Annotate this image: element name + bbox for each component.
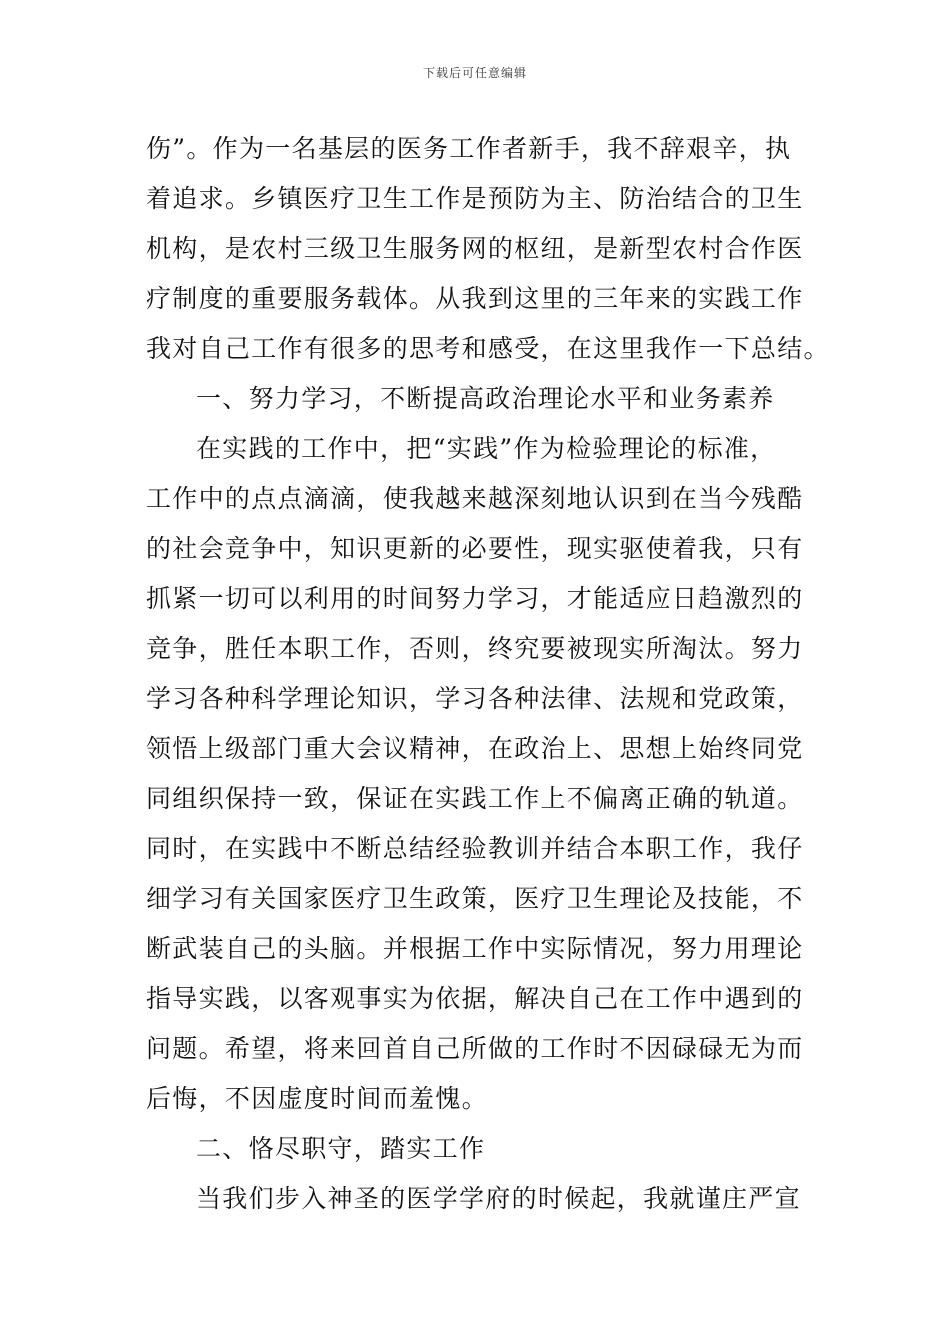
text-line: 细学习有关国家医疗卫生政策，医疗卫生理论及技能，不	[146, 884, 804, 913]
section-heading-1: 一、努力学习，不断提高政治理论水平和业务素养	[196, 384, 775, 413]
text-line: 同时，在实践中不断总结经验教训并结合本职工作，我仔	[146, 834, 804, 863]
text-line: 竞争，胜任本职工作，否则，终究要被现实所淘汰。努力	[146, 634, 804, 663]
text-line: 疗制度的重要服务载体。从我到这里的三年来的实践工作	[146, 284, 804, 313]
text-line: 断武装自己的头脑。并根据工作中实际情况，努力用理论	[146, 934, 804, 963]
text-line: 伤”。作为一名基层的医务工作者新手，我不辞艰辛，执	[146, 134, 792, 163]
text-line: 当我们步入神圣的医学学府的时候起，我就谨庄严宣	[196, 1184, 801, 1213]
text-line: 后悔，不因虚度时间而羞愧。	[146, 1084, 488, 1113]
text-line: 工作中的点点滴滴，使我越来越深刻地认识到在当今残酷	[146, 484, 804, 513]
text-line: 我对自己工作有很多的思考和感受，在这里我作一下总结。	[146, 334, 830, 363]
text-line: 着追求。乡镇医疗卫生工作是预防为主、防治结合的卫生	[146, 184, 804, 213]
text-line: 同组织保持一致，保证在实践工作上不偏离正确的轨道。	[146, 784, 804, 813]
section-heading-2: 二、恪尽职守，踏实工作	[196, 1134, 486, 1163]
document-body	[146, 124, 830, 1224]
text-line: 抓紧一切可以利用的时间努力学习，才能适应日趋激烈的	[146, 584, 804, 613]
text-line: 在实践的工作中，把“实践”作为检验理论的标准，	[196, 434, 777, 463]
text-line: 问题。希望，将来回首自己所做的工作时不因碌碌无为而	[146, 1034, 804, 1063]
text-line: 领悟上级部门重大会议精神，在政治上、思想上始终同党	[146, 734, 804, 763]
text-line: 学习各种科学理论知识，学习各种法律、法规和党政策，	[146, 684, 804, 713]
text-line: 机构，是农村三级卫生服务网的枢纽，是新型农村合作医	[146, 234, 804, 263]
page-header: 下载后可任意编辑	[422, 66, 527, 80]
text-line: 指导实践，以客观事实为依据，解决自己在工作中遇到的	[146, 984, 804, 1013]
text-line: 的社会竞争中，知识更新的必要性，现实驱使着我，只有	[146, 534, 804, 563]
